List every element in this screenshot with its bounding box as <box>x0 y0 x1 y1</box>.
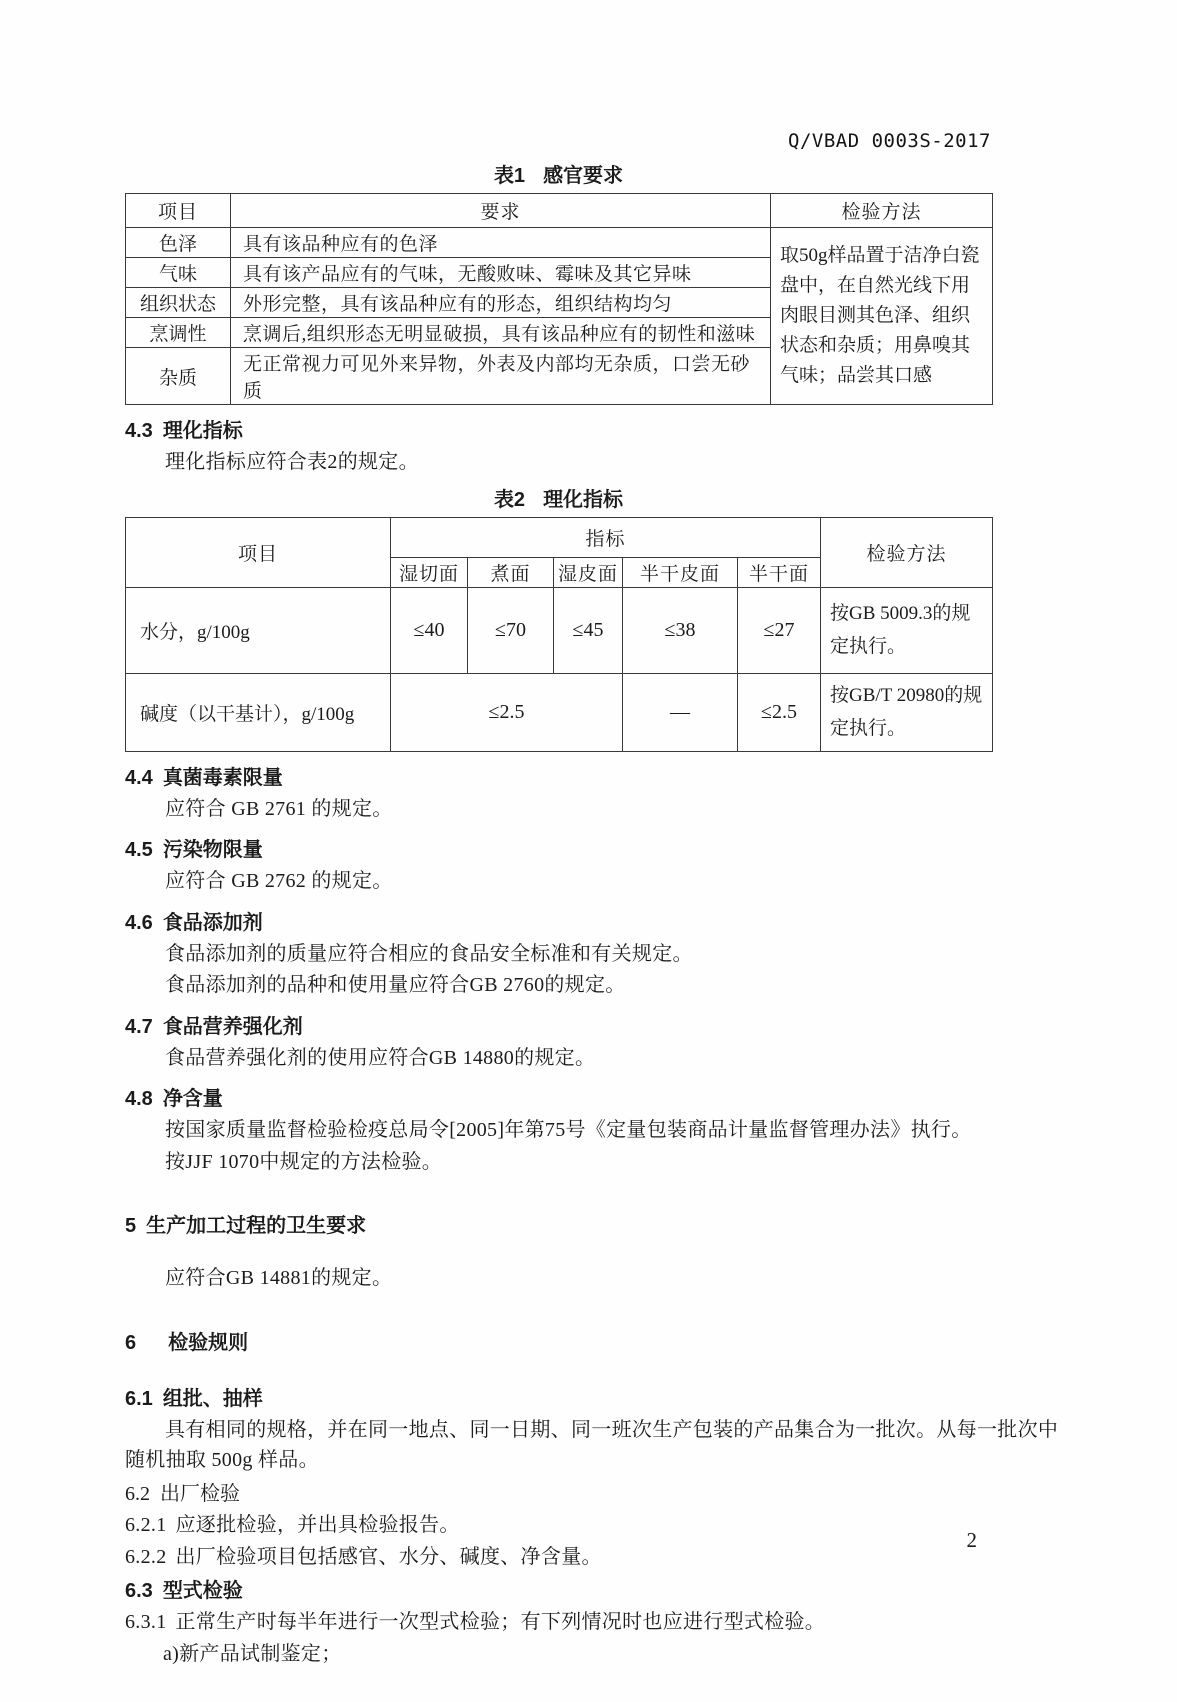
table2-header-row-1 <box>126 517 993 557</box>
table2-title-text: 理化指标 <box>543 488 624 511</box>
subheader-semi-dry-noodle: 半干面 <box>738 557 821 587</box>
subheader-semi-dry-sheet: 半干皮面 <box>623 557 738 587</box>
table1-title <box>125 163 992 193</box>
section-number: 4.6 <box>125 911 153 934</box>
subheader-wet-sheet: 湿皮面 <box>554 557 623 587</box>
table1-header-method: 检验方法 <box>771 194 993 228</box>
paragraph: 具有相同的规格，并在同一地点、同一日期、同一班次生产包装的产品集合为一批次。从每一批次中随机抽取 500g 样品。 <box>125 1418 1059 1471</box>
paragraph: 食品添加剂的品种和使用量应符合GB 2760的规定。 <box>165 974 626 996</box>
item-cell: 色泽 <box>126 228 231 258</box>
paragraph: 应符合 GB 2761 的规定。 <box>165 797 393 820</box>
table1-title-label: 表1 <box>493 165 526 187</box>
method-cell: 取50g样品置于洁净白瓷盘中，在自然光线下用肉眼目测其色泽、组织状态和杂质；用鼻嗅其气味；品尝其口感 <box>771 228 993 405</box>
section-number: 6.1 <box>125 1387 153 1410</box>
paragraph: 应符合GB 14881的规定。 <box>165 1267 393 1289</box>
section-heading-4-4 <box>125 763 1065 793</box>
sensory-requirements-table <box>125 193 993 405</box>
table1-wrapper <box>125 193 992 405</box>
table1-header-item: 项目 <box>126 194 231 228</box>
value-cell: ≤40 <box>391 587 468 673</box>
section-heading-4-3 <box>125 416 1065 446</box>
chapter-number: 6 <box>125 1331 137 1354</box>
value-cell: ≤27 <box>738 587 821 673</box>
table2-title <box>125 487 992 517</box>
table-row <box>126 587 993 673</box>
chapter-heading-6 <box>125 1328 1065 1358</box>
clause-number: 6.2.2 <box>125 1545 167 1568</box>
section-number: 4.4 <box>125 766 153 789</box>
subheader-wet-cut-noodle: 湿切面 <box>391 557 468 587</box>
clause-text: 出厂检验项目包括感官、水分、碱度、净含量。 <box>175 1545 602 1568</box>
paragraph: 食品添加剂的质量应符合相应的食品安全标准和有关规定。 <box>165 942 693 965</box>
section-number: 4.3 <box>125 420 153 442</box>
section-heading-6-2 <box>125 1479 1065 1509</box>
value-cell: ≤2.5 <box>738 673 821 751</box>
table-row <box>126 673 993 751</box>
standard-code: Q/VBAD 0003S-2017 <box>788 130 991 152</box>
section-number: 4.5 <box>125 839 153 861</box>
section-number: 6.2 <box>125 1482 150 1505</box>
section-title: 食品添加剂 <box>162 911 263 934</box>
requirement-cell: 外形完整，具有该品种应有的形态，组织结构均匀 <box>231 288 771 318</box>
value-cell: ≤45 <box>554 587 623 673</box>
chapter-title: 检验规则 <box>168 1331 249 1354</box>
method-cell: 按GB/T 20980的规定执行。 <box>821 673 993 751</box>
clause-6-2-2 <box>125 1542 1065 1573</box>
section-heading-6-1 <box>125 1384 1065 1414</box>
table1-header-row <box>126 194 993 228</box>
paragraph: 按国家质量监督检验检疫总局令[2005]年第75号《定量包装商品计量监督管理办法》执行。 <box>165 1119 972 1141</box>
table2-title-label: 表2 <box>493 488 526 511</box>
table1-title-text: 感官要求 <box>543 165 624 187</box>
item-cell: 碱度（以干基计），g/100g <box>126 673 391 751</box>
clause-text: 应逐批检验，并出具检验报告。 <box>175 1513 460 1536</box>
section-title: 污染物限量 <box>162 839 263 861</box>
value-cell: ≤38 <box>623 587 738 673</box>
paragraph: 食品营养强化剂的使用应符合GB 14880的规定。 <box>165 1046 596 1069</box>
section-title: 型式检验 <box>162 1579 243 1602</box>
chapter-heading-5 <box>125 1211 1065 1241</box>
clause-6-3-1 <box>125 1607 1065 1638</box>
page-number: 2 <box>966 1528 977 1552</box>
section-heading-6-3 <box>125 1576 1065 1606</box>
value-cell: ≤70 <box>468 587 554 673</box>
method-cell: 按GB 5009.3的规定执行。 <box>821 587 993 673</box>
section-number: 4.8 <box>125 1088 153 1110</box>
value-cell: — <box>623 673 738 751</box>
requirement-cell: 具有该品种应有的色泽 <box>231 228 771 258</box>
paragraph: 按JJF 1070中规定的方法检验。 <box>165 1150 443 1173</box>
section-heading-4-7 <box>125 1012 1065 1042</box>
requirement-cell: 无正常视力可见外来异物，外表及内部均无杂质，口尝无砂质 <box>231 348 771 405</box>
table2-header-method: 检验方法 <box>821 517 993 587</box>
section-heading-4-8 <box>125 1084 1065 1114</box>
section-number: 4.7 <box>125 1015 153 1038</box>
section-title: 净含量 <box>162 1088 223 1110</box>
item-cell: 烹调性 <box>126 318 231 348</box>
section-heading-4-5 <box>125 835 1065 865</box>
section-title: 理化指标 <box>162 420 243 442</box>
section-title: 组批、抽样 <box>162 1387 263 1410</box>
clause-6-2-1 <box>125 1510 1065 1541</box>
requirement-cell: 烹调后,组织形态无明显破损，具有该品种应有的韧性和滋味 <box>231 318 771 348</box>
item-cell: 水分，g/100g <box>126 587 391 673</box>
section-heading-4-6 <box>125 908 1065 938</box>
list-item-a: a)新产品试制鉴定； <box>163 1642 342 1665</box>
physicochemical-table <box>125 517 993 752</box>
page-content <box>125 163 1065 1670</box>
section-number: 6.3 <box>125 1579 153 1602</box>
paragraph: 应符合 GB 2762 的规定。 <box>165 870 393 892</box>
table2-header-item: 项目 <box>126 517 391 587</box>
paragraph: 理化指标应符合表2的规定。 <box>165 451 419 473</box>
item-cell: 杂质 <box>126 348 231 405</box>
item-cell: 气味 <box>126 258 231 288</box>
item-cell: 组织状态 <box>126 288 231 318</box>
chapter-number: 5 <box>125 1215 137 1237</box>
section-title: 真菌毒素限量 <box>162 766 283 789</box>
section-title: 食品营养强化剂 <box>162 1015 303 1038</box>
table1-header-requirement: 要求 <box>231 194 771 228</box>
clause-number: 6.2.1 <box>125 1513 167 1536</box>
table2-wrapper <box>125 517 992 752</box>
clause-text: 正常生产时每半年进行一次型式检验；有下列情况时也应进行型式检验。 <box>175 1610 826 1633</box>
chapter-title: 生产加工过程的卫生要求 <box>146 1215 367 1237</box>
section-title: 出厂检验 <box>160 1482 240 1505</box>
clause-number: 6.3.1 <box>125 1610 167 1633</box>
table2-header-index-group: 指标 <box>391 517 821 557</box>
value-cell-merged: ≤2.5 <box>391 673 623 751</box>
requirement-cell: 具有该产品应有的气味，无酸败味、霉味及其它异味 <box>231 258 771 288</box>
subheader-cooked-noodle: 煮面 <box>468 557 554 587</box>
table-row <box>126 228 993 258</box>
